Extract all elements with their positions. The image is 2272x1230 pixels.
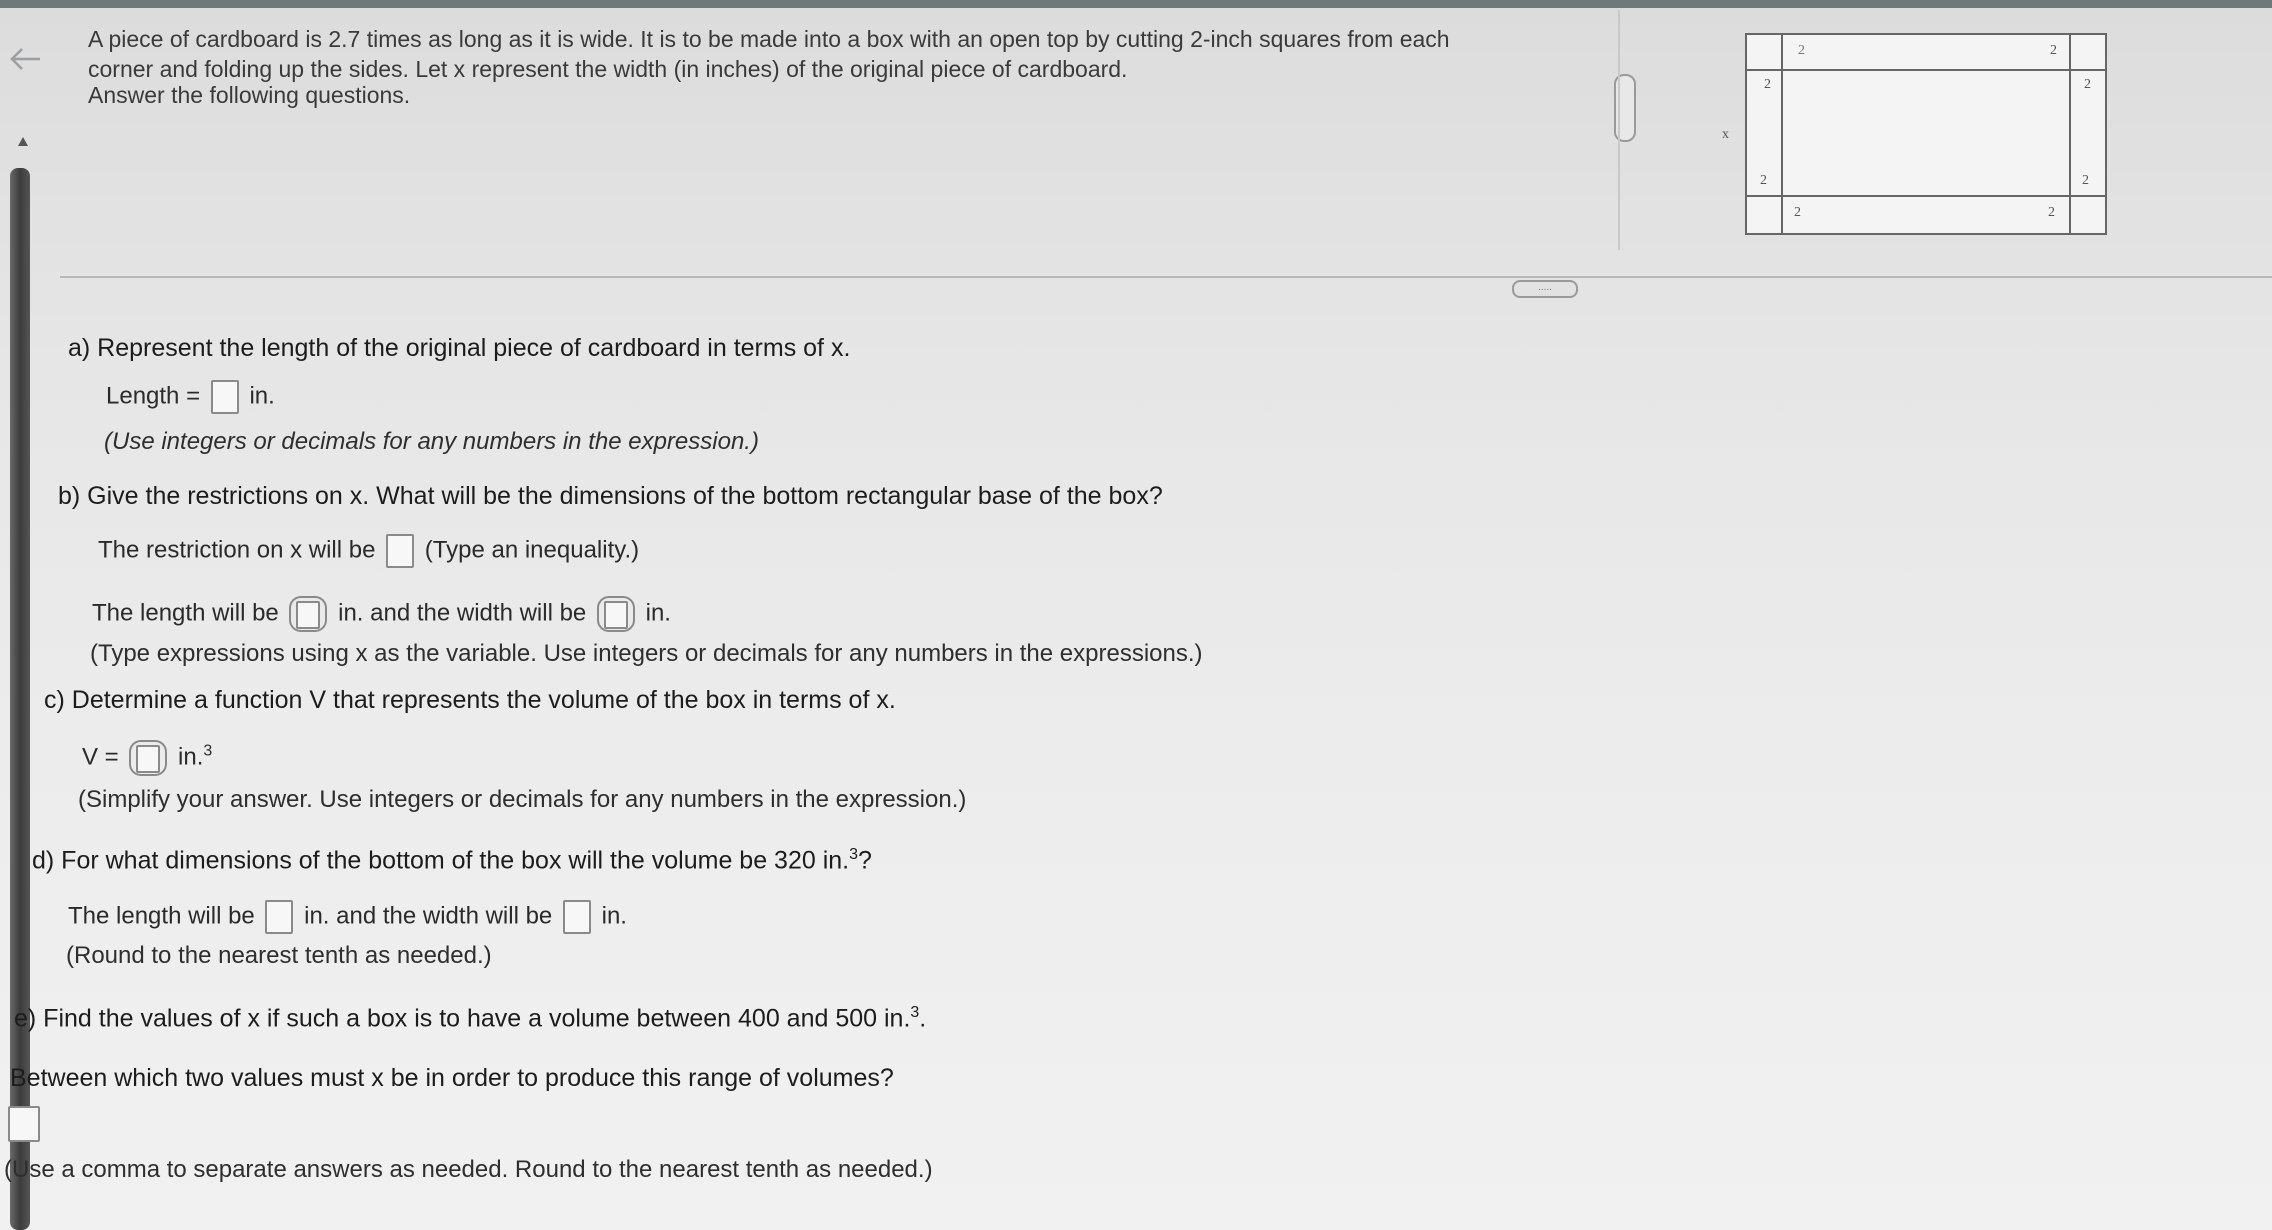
volume-unit: in.	[178, 743, 204, 771]
problem-line-1: A piece of cardboard is 2.7 times as long as it is wide. It is to be made into a box with an open top by cutting 2-inch squares from each	[88, 26, 1450, 52]
volume-unit-exponent: 3	[203, 742, 213, 760]
scroll-up-icon[interactable]	[16, 134, 30, 146]
problem-line-2: corner and folding up the sides. Let x represent the width (in inches) of the original piece of cardboard.	[88, 56, 1128, 82]
part-b-restriction-row	[98, 534, 639, 568]
part-e-question: e) Find the values of x if such a box is to have a volume between 400 and 500 in.	[14, 1004, 911, 1033]
fig-label: 2	[2048, 205, 2055, 220]
part-d-exponent: 3	[849, 846, 859, 863]
part-d-question: d) For what dimensions of the bottom of the box will the volume be 320 in.	[32, 846, 850, 875]
fig-label: 2	[1798, 43, 1805, 58]
d-length-label: The length will be	[68, 902, 255, 930]
base-length-label: The length will be	[92, 599, 279, 627]
fig-label: 2	[1794, 205, 1801, 220]
part-d-question-end: ?	[858, 846, 872, 875]
part-b-hint: (Type expressions using x as the variable. Use integers or decimals for any numbers in the expressions.)	[90, 640, 1203, 667]
cardboard-figure	[1720, 30, 2120, 250]
d-width-input[interactable]	[563, 900, 591, 934]
part-d-dimensions-row	[68, 900, 627, 934]
d-width-label: in. and the width will be	[304, 902, 553, 930]
part-d-hint: (Round to the nearest tenth as needed.)	[66, 942, 492, 969]
part-a-answer-row	[106, 380, 275, 414]
vertical-divider	[1618, 10, 1620, 250]
d-length-input[interactable]	[265, 900, 293, 934]
fig-label: 2	[2082, 173, 2089, 188]
length-label: Length =	[106, 382, 201, 410]
base-width-input[interactable]	[597, 596, 635, 632]
part-b-dimensions-row	[92, 596, 671, 632]
base-width-unit: in.	[645, 599, 671, 627]
section-divider	[60, 276, 2272, 278]
part-a-hint: (Use integers or decimals for any numbers in the expression.)	[104, 428, 759, 455]
part-c-answer-row	[82, 740, 212, 776]
base-length-input[interactable]	[289, 596, 327, 632]
part-e-question-end: .	[919, 1004, 927, 1033]
restriction-hint: (Type an inequality.)	[424, 536, 640, 564]
top-border	[0, 0, 2272, 8]
base-width-field[interactable]	[604, 601, 628, 629]
part-c-question: c) Determine a function V that represents the volume of the box in terms of x.	[44, 686, 896, 714]
restriction-input[interactable]	[386, 534, 414, 568]
restriction-label: The restriction on x will be	[98, 536, 376, 564]
part-e-subquestion: Between which two values must x be in order to produce this range of volumes?	[10, 1064, 894, 1092]
part-c-hint: (Simplify your answer. Use integers or decimals for any numbers in the expression.)	[78, 786, 967, 813]
length-unit: in.	[249, 382, 275, 410]
back-arrow-icon[interactable]	[4, 44, 44, 74]
fig-label: 2	[1760, 173, 1767, 188]
volume-input[interactable]	[129, 740, 167, 776]
problem-line-3: Answer the following questions.	[88, 82, 411, 108]
base-length-field[interactable]	[296, 601, 320, 629]
volume-label: V =	[82, 743, 119, 771]
length-input[interactable]	[211, 380, 239, 414]
part-e-hint: (Use a comma to separate answers as needed. Round to the nearest tenth as needed.)	[4, 1156, 933, 1183]
base-width-label: in. and the width will be	[338, 599, 587, 627]
fig-label: 2	[2050, 43, 2057, 58]
divider-handle[interactable]: .....	[1512, 280, 1578, 298]
part-b-question: b) Give the restrictions on x. What will be the dimensions of the bottom rectangular base of the box?	[58, 482, 1163, 510]
part-a-question: a) Represent the length of the original piece of cardboard in terms of x.	[68, 334, 851, 362]
part-e-question-row	[14, 1004, 926, 1033]
fig-x-label: x	[1722, 127, 1729, 142]
volume-field[interactable]	[136, 745, 160, 773]
part-e-input[interactable]	[8, 1106, 40, 1142]
fig-label: 2	[2084, 77, 2091, 92]
part-d-question-row	[32, 846, 872, 875]
part-e-exponent: 3	[910, 1004, 920, 1021]
d-width-unit: in.	[601, 902, 627, 930]
fig-label: 2	[1764, 77, 1771, 92]
